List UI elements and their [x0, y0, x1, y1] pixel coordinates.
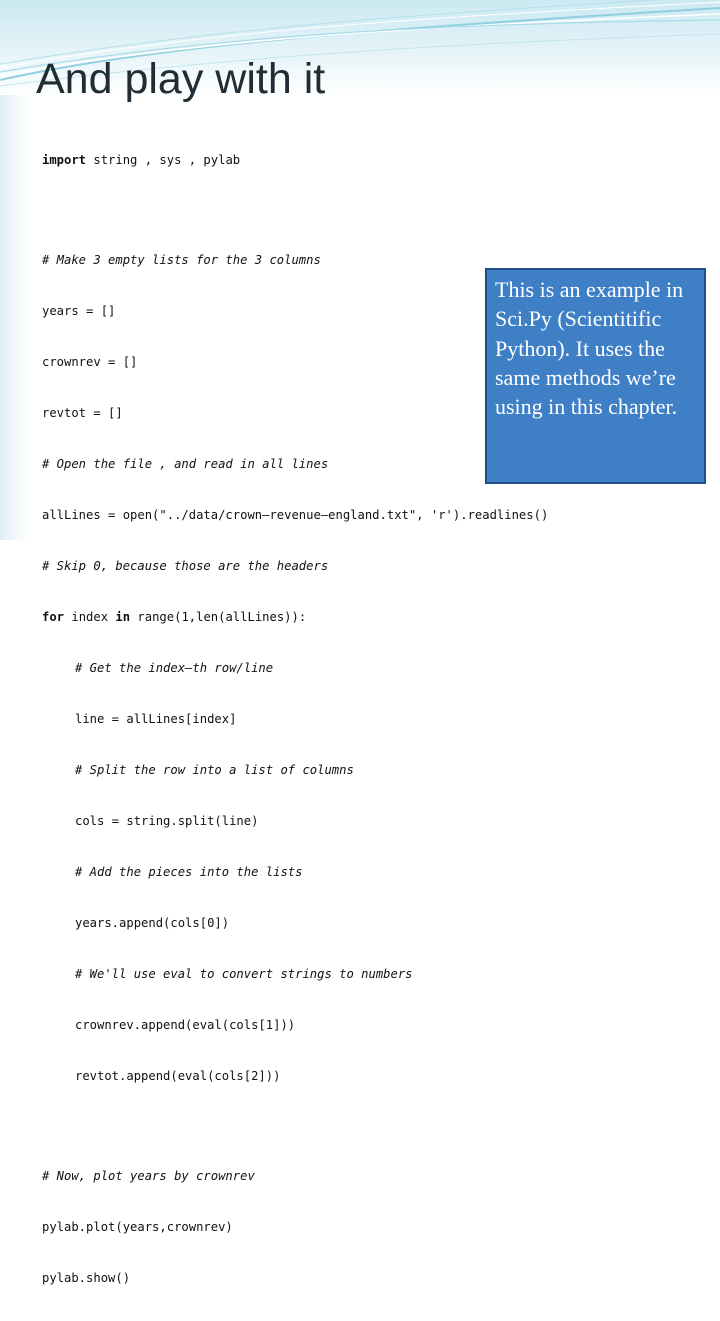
- code-listing: [42, 118, 548, 1321]
- code-line: [42, 609, 548, 626]
- code-line: [42, 152, 548, 169]
- code-line: crownrev.append(eval(cols[1])): [75, 1018, 296, 1032]
- code-text: range(1,len(allLines)):: [137, 610, 307, 624]
- code-text: index: [71, 610, 109, 624]
- code-line: line = allLines[index]: [75, 712, 237, 726]
- code-line: pylab.plot(years,crownrev): [42, 1220, 233, 1234]
- code-comment: # Get the index–th row/line: [75, 661, 274, 675]
- code-comment: # Make 3 empty lists for the 3 columns: [42, 253, 321, 267]
- code-line: crownrev = []: [42, 355, 138, 369]
- callout-box: [485, 268, 706, 484]
- code-comment: # Skip 0, because those are the headers: [42, 559, 329, 573]
- code-line: allLines = open("../data/crown–revenue–england.txt", 'r').readlines(): [42, 508, 549, 522]
- code-line: revtot = []: [42, 406, 123, 420]
- code-comment: # Add the pieces into the lists: [75, 865, 303, 879]
- code-blank-line: [42, 203, 548, 218]
- slide-title: And play with it: [36, 55, 326, 103]
- code-comment: # We'll use eval to convert strings to numbers: [75, 967, 413, 981]
- code-line: revtot.append(eval(cols[2])): [75, 1069, 281, 1083]
- code-keyword: in: [115, 610, 131, 624]
- callout-text: This is an example in Sci.Py (Scientitific Python). It uses the same methods we’re using in this chapter.: [495, 277, 684, 420]
- code-blank-line: [42, 1119, 548, 1134]
- code-line: pylab.show(): [42, 1271, 131, 1285]
- code-comment: # Open the file , and read in all lines: [42, 457, 329, 471]
- code-comment: # Now, plot years by crownrev: [42, 1169, 255, 1183]
- code-line: cols = string.split(line): [75, 814, 259, 828]
- code-keyword: import: [42, 153, 87, 167]
- code-keyword: for: [42, 610, 65, 624]
- code-comment: # Split the row into a list of columns: [75, 763, 354, 777]
- code-line: years.append(cols[0]): [75, 916, 230, 930]
- code-text: string , sys , pylab: [93, 153, 241, 167]
- code-line: years = []: [42, 304, 116, 318]
